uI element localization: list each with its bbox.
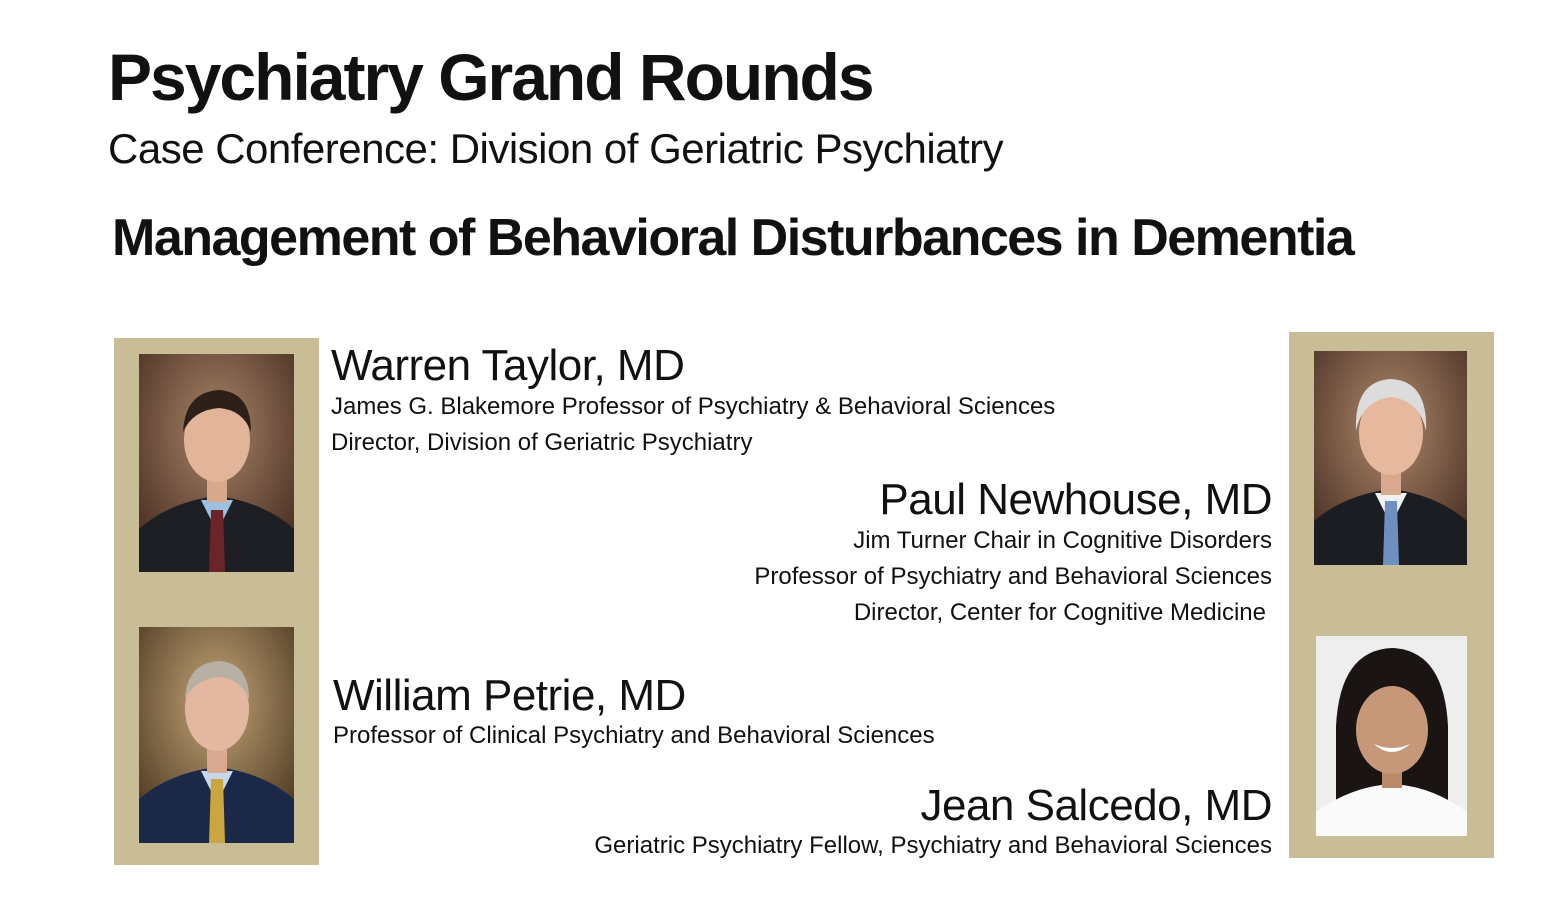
speaker-name-paul-newhouse: Paul Newhouse, MD xyxy=(879,475,1272,524)
speaker-name-william-petrie: William Petrie, MD xyxy=(333,671,686,720)
page-title: Psychiatry Grand Rounds xyxy=(108,40,873,114)
photo-jean-salcedo xyxy=(1316,636,1467,836)
photo-paul-newhouse xyxy=(1314,351,1467,565)
speaker-title-warren-taylor-2: Director, Division of Geriatric Psychiatry xyxy=(331,429,753,456)
page-subtitle: Case Conference: Division of Geriatric Psychiatry xyxy=(108,125,1004,172)
speaker-title-paul-newhouse-3: Director, Center for Cognitive Medicine xyxy=(853,599,1266,626)
talk-title: Management of Behavioral Disturbances in Dementia xyxy=(112,209,1354,267)
speaker-title-william-petrie-1: Professor of Clinical Psychiatry and Behavioral Sciences xyxy=(333,722,935,749)
speaker-title-warren-taylor-1: James G. Blakemore Professor of Psychiatry & Behavioral Sciences xyxy=(331,393,1056,420)
speaker-name-jean-salcedo: Jean Salcedo, MD xyxy=(920,781,1272,830)
speaker-title-jean-salcedo-1: Geriatric Psychiatry Fellow, Psychiatry and Behavioral Sciences xyxy=(594,832,1272,859)
photo-warren-taylor xyxy=(139,354,294,572)
photo-william-petrie xyxy=(139,627,294,843)
speaker-title-paul-newhouse-1: Jim Turner Chair in Cognitive Disorders xyxy=(853,527,1272,554)
speaker-name-warren-taylor: Warren Taylor, MD xyxy=(331,341,685,390)
speaker-title-paul-newhouse-2: Professor of Psychiatry and Behavioral Sciences xyxy=(754,563,1272,590)
